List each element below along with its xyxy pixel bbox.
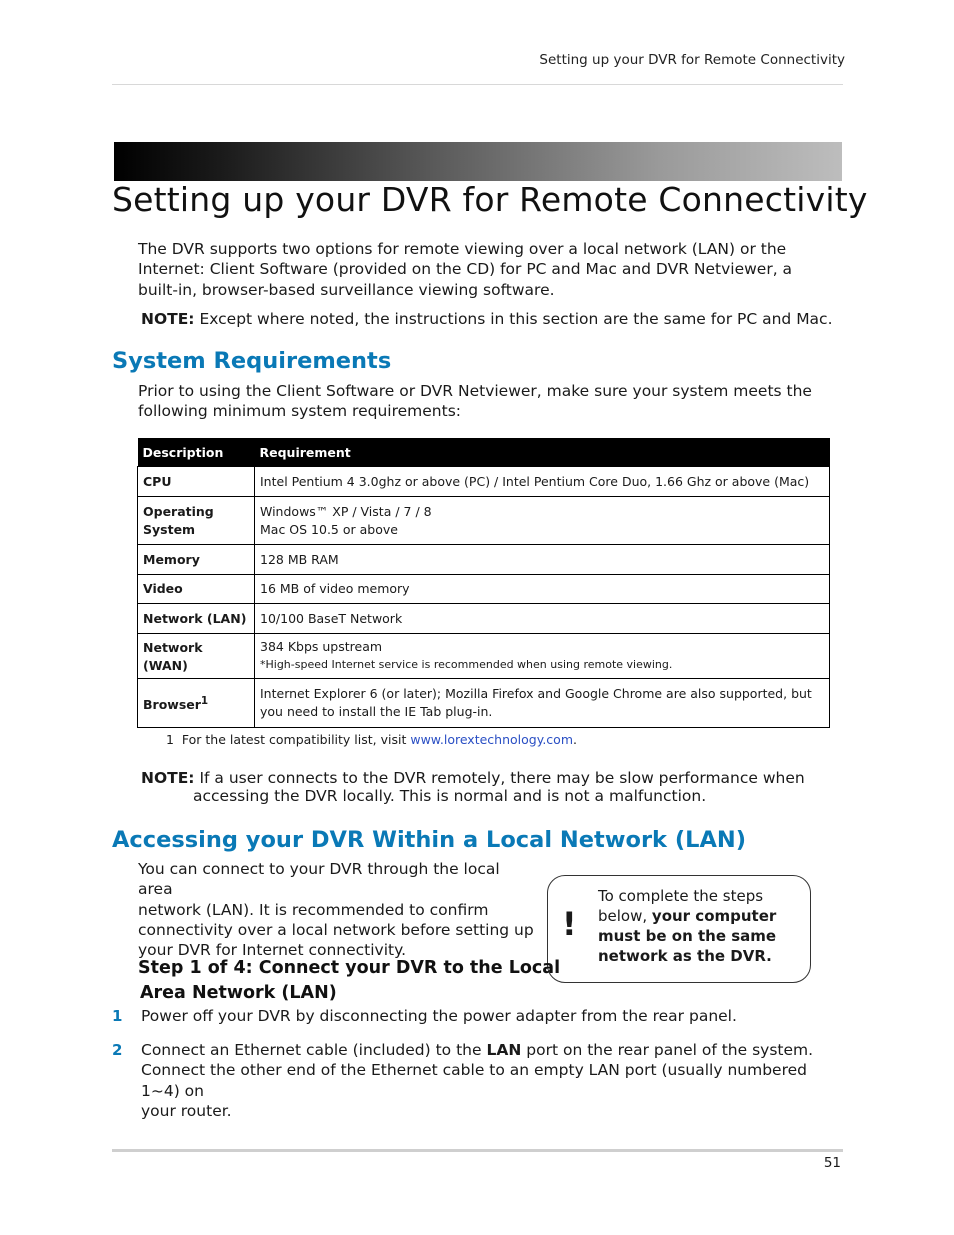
row-value: 10/100 BaseT Network — [255, 604, 830, 634]
sysreq-line: following minimum system requirements: — [138, 402, 461, 421]
table-footnote — [166, 732, 577, 747]
lan-line: You can connect to your DVR through the local area — [138, 860, 500, 899]
row-label-line: Operating — [143, 503, 214, 519]
step-heading — [138, 956, 560, 1006]
row-value-note: *High-speed Internet service is recommended when using remote viewing. — [260, 658, 673, 671]
note-label: NOTE: — [141, 769, 195, 787]
table-row — [138, 545, 830, 575]
row-label — [138, 497, 255, 545]
row-value: Intel Pentium 4 3.0ghz or above (PC) / Intel Pentium Core Duo, 1.66 Ghz or above (Mac) — [255, 467, 830, 497]
row-value-line: Internet Explorer 6 (or later); Mozilla Firefox and Google Chrome are also supported, but — [260, 686, 812, 701]
step-text: port on the rear panel of the system. — [526, 1041, 814, 1059]
row-label-text: Browser — [143, 697, 201, 713]
table-row — [138, 634, 830, 679]
row-value-line: 384 Kbps upstream — [260, 639, 383, 654]
header-rule — [112, 84, 843, 85]
page-number: 51 — [823, 1155, 841, 1171]
intro-line: The DVR supports two options for remote viewing over a local network (LAN) or the — [138, 240, 787, 258]
table-header-row — [138, 438, 830, 467]
running-header: Setting up your DVR for Remote Connectivity — [539, 52, 845, 68]
footer-rule — [112, 1149, 843, 1152]
row-label: CPU — [138, 467, 255, 497]
chapter-banner — [114, 142, 842, 181]
lorex-link[interactable]: www.lorextechnology.com — [410, 732, 574, 747]
table-row — [138, 467, 830, 497]
row-value-line: Windows™ XP / Vista / 7 / 8 — [260, 503, 432, 519]
sysreq-paragraph — [138, 381, 838, 422]
requirements-table — [137, 438, 830, 728]
row-label: Memory — [138, 545, 255, 575]
lan-heading: Accessing your DVR Within a Local Network (LAN) — [112, 827, 746, 853]
lan-paragraph — [138, 859, 538, 960]
callout-bold: your computer must be on the same network as the DVR. — [598, 907, 777, 965]
lan-port-label: LAN — [486, 1041, 522, 1059]
intro-paragraph — [138, 239, 838, 300]
step-text: your router. — [141, 1101, 232, 1120]
step-heading-line: Area Network (LAN) — [140, 983, 337, 1003]
note-text: accessing the DVR locally. This is normal and is not a malfunction. — [193, 786, 707, 805]
header-requirement: Requirement — [255, 438, 830, 467]
row-label: Network (WAN) — [138, 634, 255, 679]
note-text: Except where noted, the instructions in this section are the same for PC and Mac. — [199, 310, 833, 328]
page-title: Setting up your DVR for Remote Connectivity — [112, 180, 868, 219]
sysreq-line: Prior to using the Client Software or DVR Netviewer, make sure your system meets the — [138, 382, 812, 400]
row-value-line: Mac OS 10.5 or above — [260, 521, 398, 537]
step-item-2 — [141, 1040, 841, 1121]
footnote-marker: 1 — [200, 694, 209, 707]
row-value: 128 MB RAM — [255, 545, 830, 575]
step-number: 1 — [112, 1007, 123, 1025]
row-label — [138, 679, 255, 728]
warning-exclamation-icon: ! — [562, 905, 577, 943]
system-requirements-heading: System Requirements — [112, 348, 392, 374]
lan-line: your DVR for Internet connectivity. — [138, 941, 406, 960]
row-value: 16 MB of video memory — [255, 575, 830, 604]
footnote-number: 1 — [166, 732, 174, 747]
table-row — [138, 604, 830, 634]
step-number: 2 — [112, 1041, 123, 1059]
step-heading-line: Step 1 of 4: Connect your DVR to the Local — [138, 958, 561, 978]
header-description: Description — [138, 438, 255, 467]
note-1 — [141, 309, 841, 329]
callout-plain: To complete the steps below, — [598, 887, 764, 925]
note-2 — [141, 770, 841, 805]
lan-line: connectivity over a local network before setting up — [138, 920, 534, 939]
intro-line: Internet: Client Software (provided on the CD) for PC and Mac and DVR Netviewer, a — [138, 260, 793, 279]
footnote-end: . — [573, 732, 577, 747]
note-label: NOTE: — [141, 310, 195, 328]
intro-line: built-in, browser-based surveillance viewing software. — [138, 280, 555, 299]
row-label-line: System — [143, 521, 196, 537]
callout-text — [598, 886, 810, 966]
row-value — [255, 497, 830, 545]
row-value — [255, 634, 830, 679]
step-item-1: Power off your DVR by disconnecting the power adapter from the rear panel. — [141, 1007, 737, 1025]
footnote-text: For the latest compatibility list, visit — [181, 732, 407, 747]
row-value-line: you need to install the IE Tab plug-in. — [260, 704, 493, 719]
step-text: Connect the other end of the Ethernet cable to an empty LAN port (usually numbered 1~4) on — [141, 1061, 807, 1100]
table-row — [138, 679, 830, 728]
table-row — [138, 575, 830, 604]
row-label: Network (LAN) — [138, 604, 255, 634]
table-row — [138, 497, 830, 545]
step-text: Connect an Ethernet cable (included) to the — [141, 1041, 482, 1059]
note-text: If a user connects to the DVR remotely, there may be slow performance when — [199, 769, 805, 787]
row-label: Video — [138, 575, 255, 604]
row-value — [255, 679, 830, 728]
lan-line: network (LAN). It is recommended to confirm — [138, 900, 489, 919]
